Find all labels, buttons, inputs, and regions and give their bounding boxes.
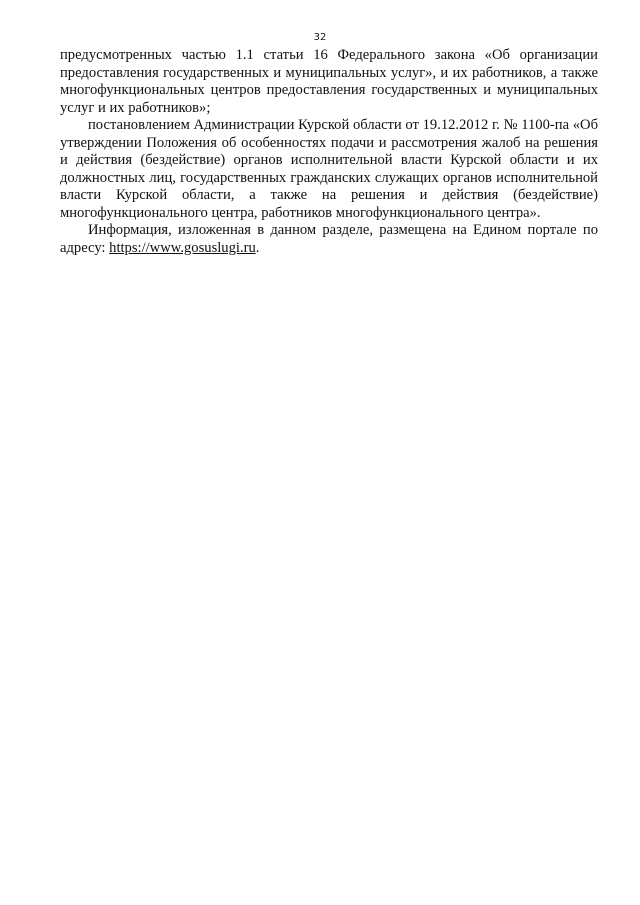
portal-info-text: Информация, изложенная в данном разделе, размещена на Едином портале по адресу: (60, 222, 598, 256)
paragraph-kursk-resolution: постановлением Администрации Курской области от 19.12.2012 г. № 1100-па «Об утверждении Положения об особенностях подачи и рассмотрения жалоб на решения и действия (бездействие) органов исполнительной власти Курской области и их должностных лиц, государственных гражданских служащих органов исполнительной власти Курской области, а также на решения и действия (бездействие) многофункционального центра, работников многофункционального центра». (60, 117, 598, 221)
paragraph-portal-info (60, 222, 598, 257)
document-body (60, 47, 598, 257)
portal-info-end: . (255, 239, 260, 256)
page-number: 32 (313, 32, 327, 43)
paragraph-services-law-reference: предусмотренных частью 1.1 статьи 16 Федерального закона «Об организации предоставления государственных и муниципальных услуг», и их работников, а также многофункциональных центров предоставления государственных и муниципальных услуг и их работников»; (60, 47, 598, 116)
gosuslugi-link[interactable]: https://www.gosuslugi.ru (109, 239, 256, 256)
